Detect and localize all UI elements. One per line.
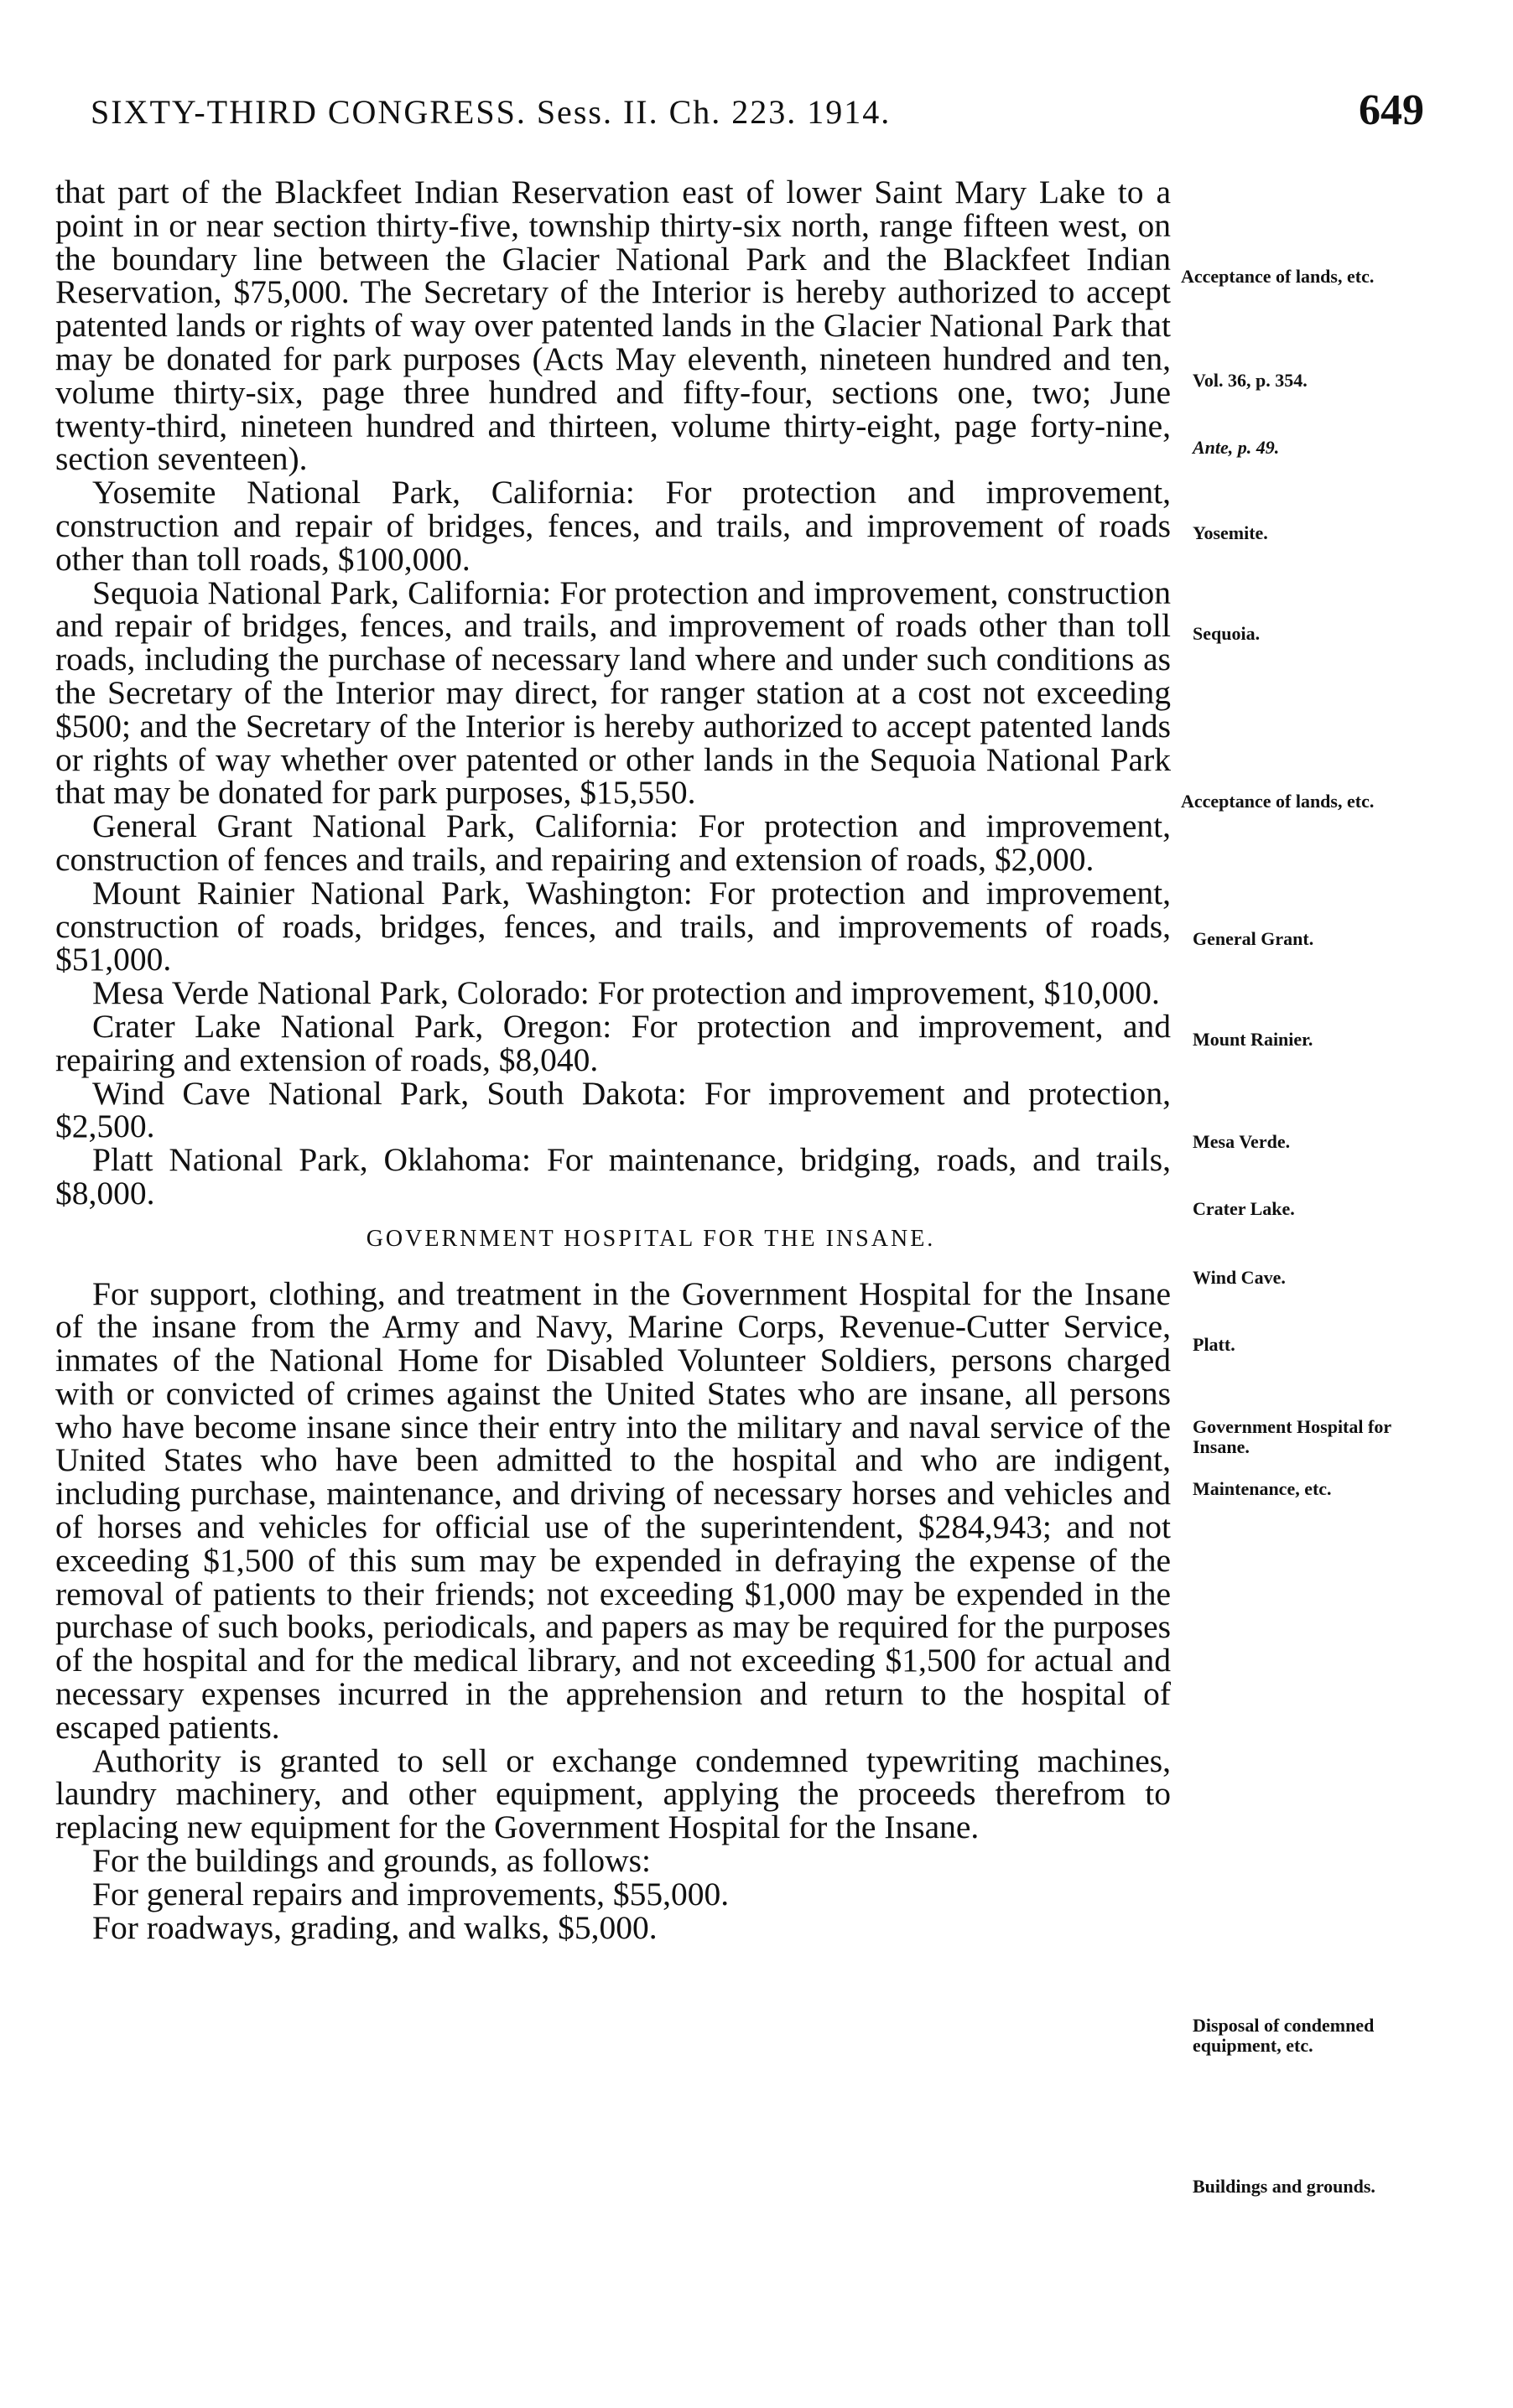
main-text-column xyxy=(55,176,1171,1944)
margin-note-crater-lake: Crater Lake. xyxy=(1193,1198,1295,1219)
margin-note-mount-rainier: Mount Rainier. xyxy=(1193,1029,1313,1050)
paragraph-sequoia: Sequoia National Park, California: For protection and improvement, construction and repair of bridges, fences, and trails, and improvement of roads other than toll roads, including the purchase of necessary land where and under such conditions as the Secretary of the Interior may direct, for ranger station at a cost not exceeding $500; and the Secretary of the Interior is hereby authorized to accept patented lands or rights of way whether over patented or other lands in the Sequoia National Park that may be donated for park purposes, $15,550. xyxy=(55,573,1171,812)
paragraph-buildings: For the buildings and grounds, as follows: xyxy=(92,1842,651,1880)
paragraph-wind-cave: Wind Cave National Park, South Dakota: For improvement and protection, $2,500. xyxy=(55,1074,1171,1145)
paragraph-mount-rainier: Mount Rainier National Park, Washington: For protection and improvement, construction of roads, bridges, fences, and trails, and improvements of roads, $51,000. xyxy=(55,874,1171,978)
margin-note-disposal: Disposal of condemned equipment, etc. xyxy=(1193,2015,1375,2056)
paragraph-general-repairs: For general repairs and improvements, $55,000. xyxy=(92,1875,730,1912)
paragraph-general-grant: General Grant National Park, California: For protection and improvement, construction of fences and trails, and repairing and extension of roads, $2,000. xyxy=(55,807,1171,878)
paragraph-yosemite: Yosemite National Park, California: For protection and improvement, construction and repair of bridges, fences, and trails, and improvement of roads other than toll roads, $100,000. xyxy=(55,474,1171,578)
running-title: SIXTY-THIRD CONGRESS. Sess. II. Ch. 223. 1914. xyxy=(91,93,892,131)
margin-note-yosemite: Yosemite. xyxy=(1193,522,1268,543)
paragraph-mesa-verde: Mesa Verde National Park, Colorado: For protection and improvement, $10,000. xyxy=(92,974,1160,1012)
margin-note-general-grant: General Grant. xyxy=(1193,928,1314,949)
margin-note-sequoia: Sequoia. xyxy=(1193,623,1261,644)
margin-note-acceptance-1: Acceptance of lands, etc. xyxy=(1181,266,1375,287)
margin-note-ante-ref: Ante, p. 49. xyxy=(1193,437,1280,458)
margin-note-government-hospital: Government Hospital for Insane. xyxy=(1193,1416,1391,1457)
margin-note-maintenance: Maintenance, etc. xyxy=(1193,1478,1332,1499)
paragraph-glacier-continued: that part of the Blackfeet Indian Reservation east of lower Saint Mary Lake to a point in or near section thirty-five, township thirty-six north, range fifteen west, on the boundary line between the Glacier National Park and the Blackfeet Indian Reservation, $75,000. The Secretary of the Interior is hereby authorized to accept patented lands or rights of way over patented lands in the Glacier National Park that may be donated for park purposes (Acts May eleventh, nineteen hundred and ten, volume thirty-six, page three hundred and fifty-four, sections one, two; June twenty-third, nineteen hundred and thirteen, volume thirty-eight, page forty-nine, section seventeen). xyxy=(55,174,1171,478)
margin-note-acceptance-2: Acceptance of lands, etc. xyxy=(1181,791,1375,812)
margin-note-wind-cave: Wind Cave. xyxy=(1193,1267,1286,1288)
paragraph-crater-lake: Crater Lake National Park, Oregon: For protection and improvement, and repairing and extension of roads, $8,040. xyxy=(55,1007,1171,1078)
paragraph-roadways: For roadways, grading, and walks, $5,000. xyxy=(92,1908,658,1946)
margin-note-platt: Platt. xyxy=(1193,1334,1235,1355)
margin-note-mesa-verde: Mesa Verde. xyxy=(1193,1131,1291,1152)
paragraph-hospital-support: For support, clothing, and treatment in the Government Hospital for the Insane of the insane from the Army and Navy, Marine Corps, Revenue-Cutter Service, inmates of the National Home for Disabled Volunteer Soldiers, persons charged with or convicted of crimes against the United States who are insane, all persons who have become insane since their entry into the military and naval service of the United States who have been admitted to the hospital and who are indigent, including purchase, maintenance, and driving of necessary horses and vehicles and of horses and vehicles for official use of the superintendent, $284,943; and not exceeding $1,500 of this sum may be expended in defraying the expense of the removal of patients to their friends; not exceeding $1,000 may be expended in the purchase of such books, periodicals, and papers as may be required for the purposes of the hospital and for the medical library, and not exceeding $1,500 for actual and necessary expenses incurred in the apprehension and return to the hospital of escaped patients. xyxy=(55,1274,1171,1746)
page-number: 649 xyxy=(1359,86,1424,134)
section-heading: GOVERNMENT HOSPITAL FOR THE INSANE. xyxy=(366,1225,936,1252)
margin-note-buildings: Buildings and grounds. xyxy=(1193,2176,1375,2197)
paragraph-authority: Authority is granted to sell or exchange condemned typewriting machines, laundry machinery, and other equipment, applying the proceeds therefrom to replacing new equipment for the Government Hospital for the Insane. xyxy=(55,1741,1171,1846)
paragraph-platt: Platt National Park, Oklahoma: For maintenance, bridging, roads, and trails, $8,000. xyxy=(55,1141,1171,1212)
margin-note-vol-ref: Vol. 36, p. 354. xyxy=(1193,370,1308,391)
page-header xyxy=(91,86,1424,143)
